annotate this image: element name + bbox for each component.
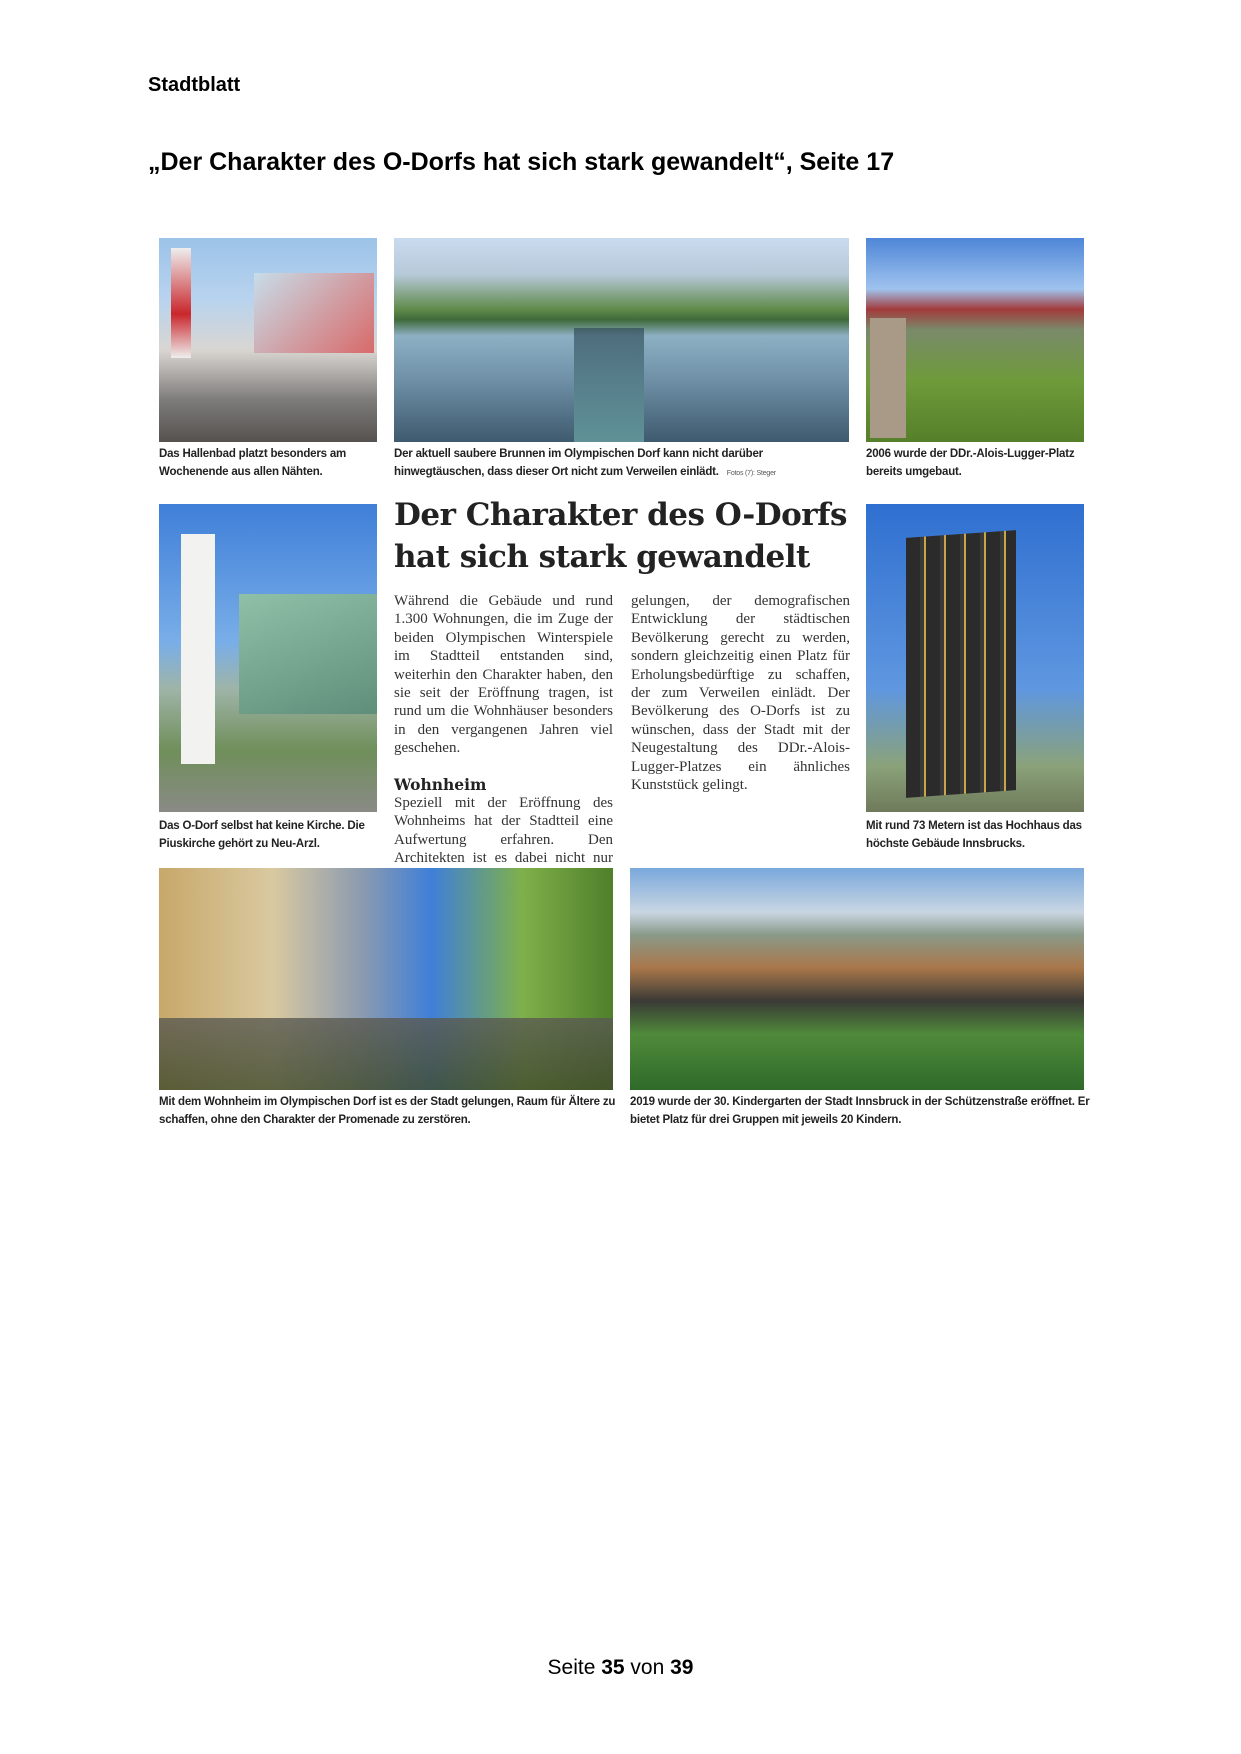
photo-kindergarten — [630, 868, 1084, 1090]
photo-hochhaus — [866, 504, 1084, 812]
total-pages: 39 — [670, 1656, 694, 1679]
caption-kindergarten: 2019 wurde der 30. Kindergarten der Stadt Innsbruck in der Schützenstraße eröffnet. Er bietet Platz für drei Gruppen mit jeweils 20 Kindern. — [630, 1096, 1090, 1126]
publication-name: Stadtblatt — [148, 74, 241, 96]
photo-piuskirche — [159, 504, 377, 812]
footer-middle: von — [624, 1656, 671, 1679]
article-reference: „Der Charakter des O-Dorfs hat sich stark gewandelt“, Seite 17 — [148, 148, 895, 176]
caption-brunnen-text: Der aktuell saubere Brunnen im Olympischen Dorf kann nicht darüber hinwegtäuschen, dass dieser Ort nicht zum Verweilen einlädt. — [394, 448, 763, 478]
caption-kirche: Das O-Dorf selbst hat keine Kirche. Die Piuskirche gehört zu Neu-Arzl. — [159, 820, 365, 850]
photo-wohnheim — [159, 868, 613, 1090]
body-paragraph: Während die Gebäude und rund 1.300 Wohnungen, die im Zuge der beiden Olympischen Winterspiele im Stadtteil entstanden sind, weiterhin den Charakter haben, den sie seit der Eröffnung tragen, ist rund um die Wohnhäuser besonders in den vergangenen Jahren viel geschehen. — [394, 593, 613, 757]
footer-prefix: Seite — [547, 1656, 602, 1679]
photo-brunnen — [394, 238, 849, 442]
article-title: Der Charakter des O-Dorfs hat sich stark gewandelt — [394, 497, 847, 575]
photo-hallenbad — [159, 238, 377, 442]
caption-hochhaus: Mit rund 73 Metern ist das Hochhaus das höchste Gebäude Innsbrucks. — [866, 820, 1082, 850]
subheading: Wohnheim — [394, 774, 487, 794]
caption-wohnheim: Mit dem Wohnheim im Olympischen Dorf ist es der Stadt gelungen, Raum für Ältere zu schaffen, ohne den Charakter der Promenade zu zerstören. — [159, 1096, 616, 1126]
caption-lugger-platz: 2006 wurde der DDr.-Alois-Lugger-Platz bereits umgebaut. — [866, 448, 1075, 478]
page-number — [0, 1656, 1241, 1680]
caption-hallenbad: Das Hallenbad platzt besonders am Wochenende aus allen Nähten. — [159, 448, 347, 478]
photo-credit: Fotos (7): Steger — [726, 470, 776, 477]
body-paragraph: Speziell mit der Eröffnung des Wohnheims hat der Stadtteil eine Aufwertung erfahren. Den Architekten ist es dabei nicht nur gelungen, der demografischen Entwicklung der städtischen Bevölkerung gerecht zu werden, sondern gleichzeitig einen Platz für Erholungsbedürftige zu schaffen, der zum Verweilen einlädt. Der Bevölkerung des O-Dorfs ist zu wünschen, dass der Stadt mit der Neugestaltung des DDr.-Alois-Lugger-Platzes ein ähnliches Kunststück gelingt. — [394, 593, 850, 867]
current-page: 35 — [601, 1656, 625, 1679]
photo-lugger-platz — [866, 238, 1084, 442]
article-body — [394, 592, 850, 872]
caption-brunnen — [394, 445, 854, 483]
